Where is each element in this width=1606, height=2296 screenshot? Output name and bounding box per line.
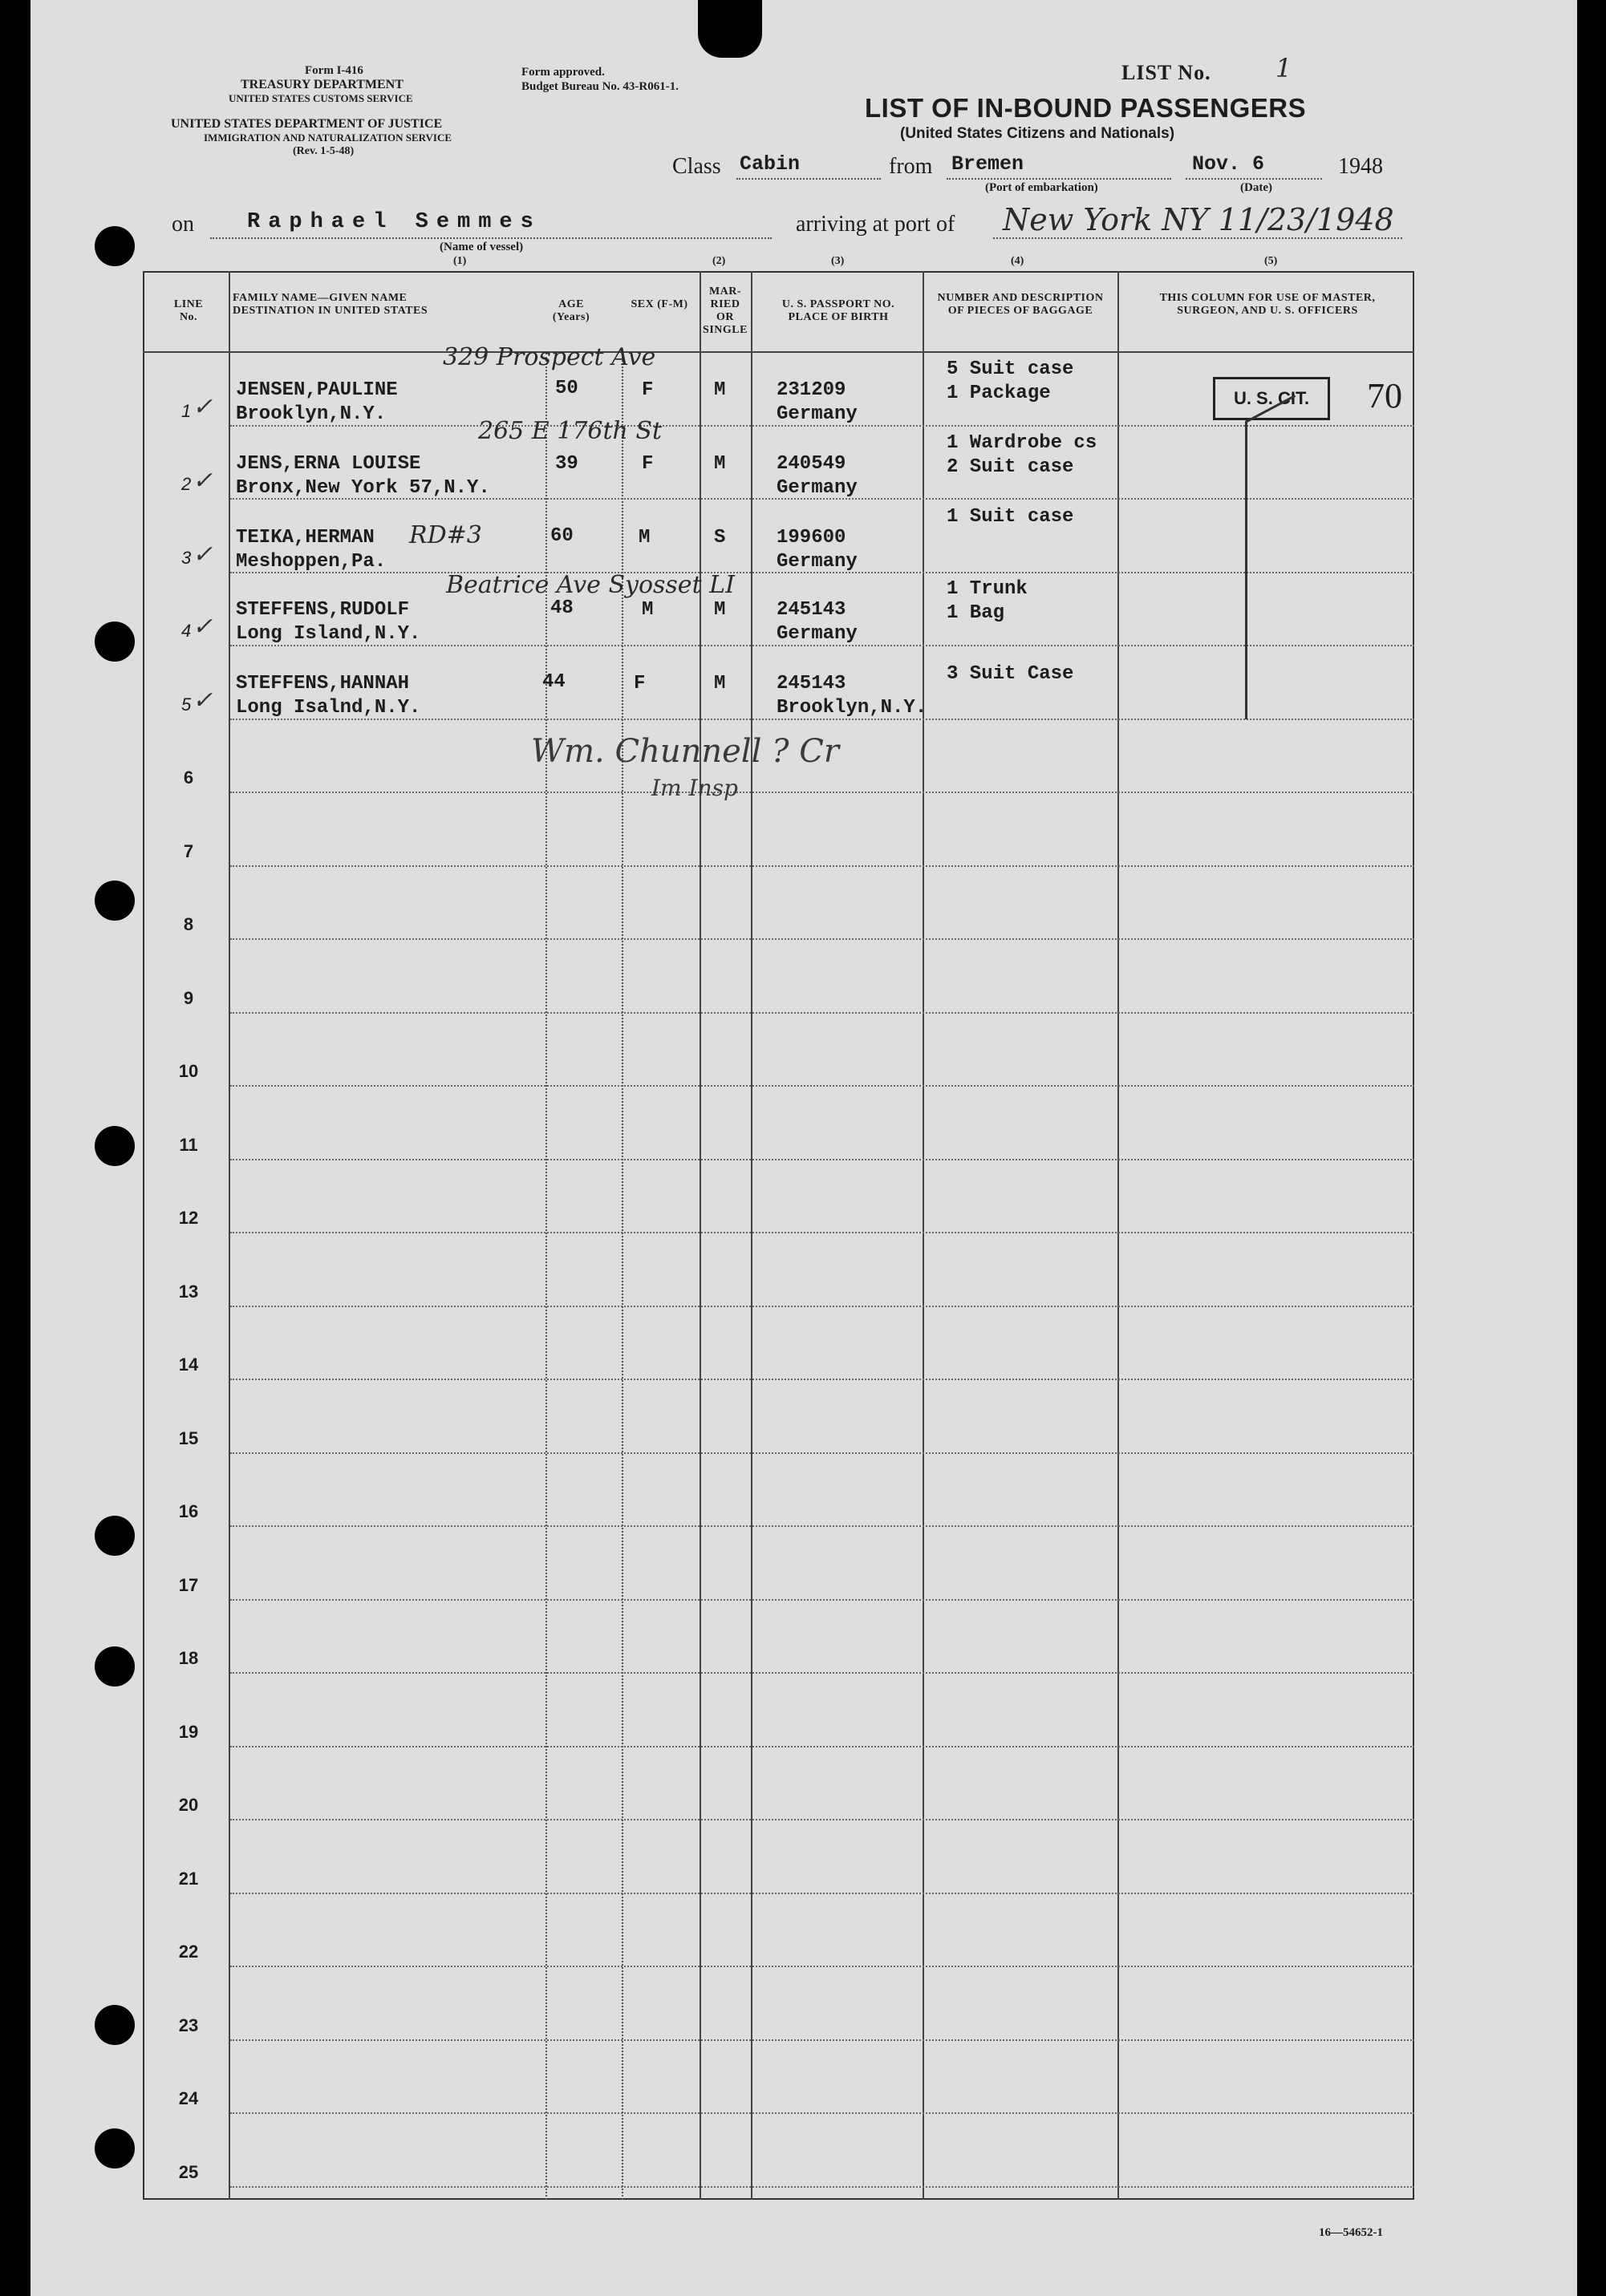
list-number-label: LIST No. bbox=[1121, 61, 1211, 84]
line-number: 17 bbox=[178, 1574, 199, 1595]
baggage-line: 5 Suit case bbox=[947, 358, 1074, 380]
baggage-line: 3 Suit Case bbox=[947, 663, 1074, 685]
arriving-label: arriving at port of bbox=[796, 212, 955, 237]
line-number: 23 bbox=[178, 2015, 199, 2035]
passenger-sex: F bbox=[642, 453, 654, 475]
officer-column-bracket bbox=[1245, 421, 1247, 719]
list-number-value: 1 bbox=[1275, 53, 1292, 83]
line-number: 25 bbox=[178, 2161, 199, 2182]
row-rule bbox=[230, 1452, 1414, 1454]
punch-hole bbox=[95, 1516, 135, 1556]
col-header-baggage: NUMBER AND DESCRIPTION OF PIECES OF BAGGAGE bbox=[937, 292, 1104, 317]
col-divider bbox=[1117, 271, 1119, 2200]
date-value: Nov. 6 bbox=[1192, 152, 1265, 176]
passenger-name: STEFFENS,RUDOLF bbox=[236, 599, 410, 621]
col-header-sex: SEX (F-M) bbox=[631, 298, 688, 310]
passenger-destination: Meshoppen,Pa. bbox=[236, 551, 387, 573]
us-citizen-stamp: U. S. CIT. bbox=[1213, 377, 1330, 420]
line-number: 13 bbox=[178, 1281, 199, 1302]
handwritten-signature: Im Insp bbox=[651, 775, 738, 801]
col-header-passport: U. S. PASSPORT NO. PLACE OF BIRTH bbox=[781, 298, 895, 323]
check-mark: ✓ bbox=[193, 687, 213, 714]
top-notch bbox=[698, 0, 762, 58]
place-of-birth: Germany bbox=[777, 551, 858, 573]
justice-dept: UNITED STATES DEPARTMENT OF JUSTICE bbox=[171, 117, 443, 131]
line-number: 22 bbox=[178, 1942, 199, 1962]
passenger-destination: Brooklyn,N.Y. bbox=[236, 403, 387, 425]
row-rule bbox=[230, 1159, 1414, 1160]
header-row-divider bbox=[143, 351, 1414, 353]
passenger-age: 60 bbox=[550, 525, 574, 547]
passenger-destination: Long Island,N.Y. bbox=[236, 623, 421, 645]
row-rule bbox=[230, 1012, 1414, 1014]
col-header-officers: THIS COLUMN FOR USE OF MASTER, SURGEON, AND U. S. OFFICERS bbox=[1159, 292, 1376, 317]
passenger-destination: Bronx,New York 57,N.Y. bbox=[236, 477, 490, 499]
line-number: 1 bbox=[181, 400, 192, 421]
line-number: 21 bbox=[178, 1868, 199, 1889]
footer-code: 16—54652-1 bbox=[1319, 2226, 1383, 2239]
form-approved: Form approved. bbox=[521, 66, 605, 79]
form-subtitle: (United States Citizens and Nationals) bbox=[900, 125, 1175, 142]
baggage-line: 1 Bag bbox=[947, 602, 1005, 624]
passport-number: 245143 bbox=[777, 673, 846, 694]
col-divider-dotted bbox=[545, 353, 547, 2200]
place-of-birth: Brooklyn,N.Y. bbox=[777, 697, 927, 719]
passenger-name: JENSEN,PAULINE bbox=[236, 379, 398, 401]
check-mark: ✓ bbox=[193, 613, 213, 640]
passenger-count: 70 bbox=[1367, 376, 1402, 415]
line-number: 16 bbox=[178, 1501, 199, 1521]
revision: (Rev. 1-5-48) bbox=[293, 145, 355, 157]
row-rule bbox=[230, 1599, 1414, 1601]
row-rule bbox=[230, 2039, 1414, 2041]
punch-hole bbox=[95, 2005, 135, 2045]
row-rule bbox=[230, 1819, 1414, 1820]
line-number: 15 bbox=[178, 1427, 199, 1448]
row-rule bbox=[230, 1746, 1414, 1747]
passenger-age: 50 bbox=[555, 378, 578, 399]
port-caption: (Port of embarkation) bbox=[985, 181, 1098, 194]
place-of-birth: Germany bbox=[777, 477, 858, 499]
col-divider bbox=[700, 271, 701, 2200]
row-rule bbox=[230, 2112, 1414, 2114]
row-rule bbox=[230, 792, 1414, 793]
col-divider bbox=[751, 271, 752, 2200]
row-rule bbox=[230, 938, 1414, 940]
baggage-line: 1 Suit case bbox=[947, 506, 1074, 528]
line-number: 8 bbox=[183, 914, 194, 934]
place-of-birth: Germany bbox=[777, 623, 858, 645]
passenger-name: TEIKA,HERMAN bbox=[236, 527, 375, 549]
passenger-name: JENS,ERNA LOUISE bbox=[236, 453, 421, 475]
punch-hole bbox=[95, 1126, 135, 1166]
passenger-age: 44 bbox=[542, 671, 566, 693]
passenger-age: 48 bbox=[550, 597, 574, 619]
form-title: LIST OF IN-BOUND PASSENGERS bbox=[865, 93, 1307, 123]
passport-number: 245143 bbox=[777, 599, 846, 621]
handwritten-address: 329 Prospect Ave bbox=[443, 343, 656, 371]
punch-hole bbox=[95, 2128, 135, 2168]
check-mark: ✓ bbox=[193, 541, 213, 568]
line-number: 4 bbox=[181, 621, 192, 641]
line-number: 2 bbox=[181, 474, 192, 494]
line-number: 3 bbox=[181, 547, 192, 568]
passenger-destination: Long Isalnd,N.Y. bbox=[236, 697, 421, 719]
line-number: 9 bbox=[183, 987, 194, 1008]
passenger-marital-status: M bbox=[714, 673, 726, 694]
arrival-underline bbox=[993, 237, 1402, 239]
from-value: Bremen bbox=[951, 152, 1024, 176]
baggage-line: 1 Trunk bbox=[947, 578, 1028, 600]
handwritten-signature: Wm. Chunnell ? Cr bbox=[531, 733, 839, 770]
column-2-number: (2) bbox=[712, 255, 726, 267]
vessel-name: Raphael Semmes bbox=[247, 210, 541, 234]
row-rule bbox=[230, 865, 1414, 867]
passenger-marital-status: M bbox=[714, 599, 726, 621]
row-rule bbox=[230, 1379, 1414, 1380]
date-caption: (Date) bbox=[1240, 181, 1272, 194]
col-divider-dotted bbox=[622, 353, 623, 2200]
passport-number: 199600 bbox=[777, 527, 846, 549]
class-underline bbox=[736, 178, 881, 180]
line-number: 19 bbox=[178, 1721, 199, 1742]
year-value: 1948 bbox=[1338, 154, 1383, 179]
punch-hole bbox=[95, 622, 135, 662]
row-rule bbox=[230, 1966, 1414, 1967]
line-number: 20 bbox=[178, 1795, 199, 1815]
handwritten-address: RD#3 bbox=[409, 521, 482, 549]
check-mark: ✓ bbox=[193, 468, 213, 494]
handwritten-address: Beatrice Ave Syosset LI bbox=[446, 571, 735, 599]
row-rule bbox=[230, 1306, 1414, 1307]
row-rule bbox=[230, 1085, 1414, 1087]
arrival-port-handwritten: New York NY 11/23/1948 bbox=[1003, 202, 1394, 237]
line-number: 14 bbox=[178, 1355, 199, 1375]
punch-hole bbox=[95, 881, 135, 921]
baggage-line: 2 Suit case bbox=[947, 456, 1074, 478]
class-value: Cabin bbox=[740, 152, 801, 176]
passenger-sex: F bbox=[642, 379, 654, 401]
vessel-caption: (Name of vessel) bbox=[440, 241, 524, 253]
handwritten-address: 265 E 176th St bbox=[478, 417, 663, 445]
line-number: 5 bbox=[181, 694, 192, 715]
place-of-birth: Germany bbox=[777, 403, 858, 425]
customs-service: UNITED STATES CUSTOMS SERVICE bbox=[229, 92, 413, 104]
passenger-sex: M bbox=[639, 527, 651, 549]
passenger-sex: M bbox=[642, 599, 654, 621]
class-label: Class bbox=[672, 154, 721, 179]
line-number: 6 bbox=[183, 767, 194, 788]
passenger-age: 39 bbox=[555, 453, 578, 475]
line-number: 7 bbox=[183, 840, 194, 861]
baggage-line: 1 Package bbox=[947, 383, 1051, 404]
passport-number: 231209 bbox=[777, 379, 846, 401]
punch-hole bbox=[95, 1646, 135, 1687]
column-3-number: (3) bbox=[831, 255, 845, 267]
row-rule bbox=[230, 2186, 1414, 2188]
passenger-sex: F bbox=[634, 673, 646, 694]
row-rule bbox=[230, 1893, 1414, 1894]
line-number: 18 bbox=[178, 1648, 199, 1668]
row-rule bbox=[230, 1232, 1414, 1233]
passenger-marital-status: M bbox=[714, 453, 726, 475]
passenger-marital-status: M bbox=[714, 379, 726, 401]
treasury-dept: TREASURY DEPARTMENT bbox=[241, 78, 404, 91]
line-number: 11 bbox=[179, 1134, 198, 1155]
col-header-name: FAMILY NAME—GIVEN NAME DESTINATION IN UNITED STATES bbox=[233, 292, 428, 317]
punch-hole bbox=[95, 226, 135, 266]
passenger-name: STEFFENS,HANNAH bbox=[236, 673, 410, 694]
passport-number: 240549 bbox=[777, 453, 846, 475]
from-label: from bbox=[889, 154, 933, 179]
col-header-line-no: LINE No. bbox=[173, 298, 204, 323]
column-5-number: (5) bbox=[1264, 255, 1278, 267]
row-rule bbox=[230, 1672, 1414, 1674]
budget-bureau: Budget Bureau No. 43-R061-1. bbox=[521, 80, 679, 93]
form-number: Form I-416 bbox=[305, 64, 363, 77]
baggage-line: 1 Wardrobe cs bbox=[947, 432, 1097, 454]
col-header-married: MAR-RIED OR SINGLE bbox=[703, 285, 748, 336]
row-rule bbox=[230, 1525, 1414, 1527]
line-number: 10 bbox=[178, 1061, 199, 1081]
immigration-service: IMMIGRATION AND NATURALIZATION SERVICE bbox=[204, 132, 452, 144]
column-4-number: (4) bbox=[1011, 255, 1024, 267]
passenger-marital-status: S bbox=[714, 527, 726, 549]
col-divider bbox=[923, 271, 924, 2200]
on-label: on bbox=[172, 212, 194, 237]
check-mark: ✓ bbox=[193, 394, 213, 420]
line-number: 12 bbox=[178, 1208, 199, 1228]
column-1-number: (1) bbox=[453, 255, 467, 267]
col-header-age: AGE (Years) bbox=[552, 298, 590, 323]
line-number: 24 bbox=[178, 2088, 199, 2108]
